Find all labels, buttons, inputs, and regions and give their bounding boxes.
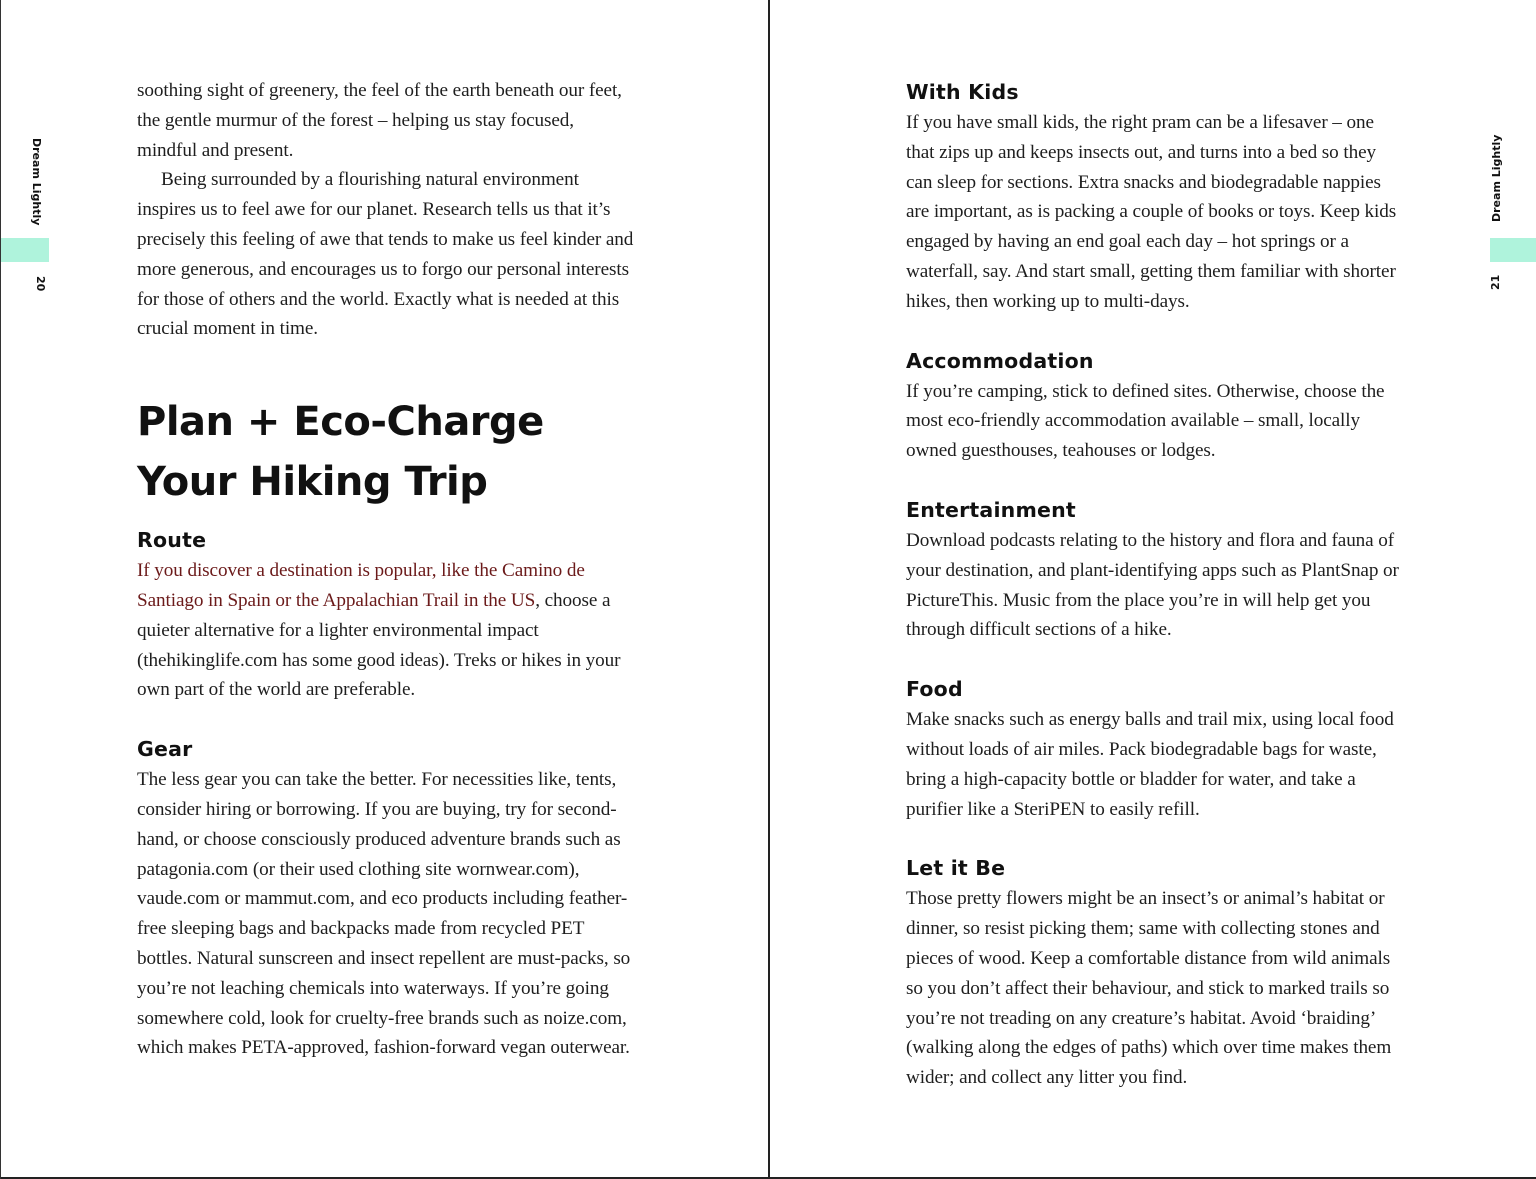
page-tab-marker <box>1 238 49 262</box>
page-number: 21 <box>1489 274 1502 290</box>
section-body: Make snacks such as energy balls and trail mix, using local food without loads of air miles. Pack biodegradable bags for waste, bring a high-capacity bottle or bladder for water, and take a purifier like a SteriPEN to easily refill. <box>906 709 1394 820</box>
right-column <box>906 78 1406 1123</box>
page-title <box>137 392 637 512</box>
section-body: Download podcasts relating to the history and flora and fauna of your destination, and plant-identifying apps such as PlantSnap or PictureThis. Music from the place you’re in will help get you through difficult sections of a hike. <box>906 529 1399 641</box>
title-line: Your Hiking Trip <box>137 459 488 506</box>
section-body: Those pretty flowers might be an insect’s or animal’s habitat or dinner, so resist picking them; same with collecting stones and pieces of wood. Keep a comfortable distance from wild animals so you don’t affect their behaviour, and stick to marked trails so you’re not treading on any creature’s habitat. Avoid ‘braiding’ (walking along the edges of paths) which over time makes them wider; and collect any litter you find. <box>906 888 1392 1089</box>
section-entertainment <box>906 496 1406 645</box>
page-number: 20 <box>34 276 47 292</box>
section-body <box>137 556 637 705</box>
highlighted-text: If you discover a destination is popular, like the Camino de Santiago in Spain or the Appalachian Trail in the US <box>137 560 585 611</box>
running-head: Dream Lightly <box>30 138 43 226</box>
section-heading: With Kids <box>906 80 1019 104</box>
section-food <box>906 675 1406 824</box>
section-let-it-be <box>906 854 1406 1093</box>
section-body: If you have small kids, the right pram can be a lifesaver – one that zips up and keeps insects out, and turns into a bed so they can sleep for sections. Extra snacks and biodegradable nappies are important, as is packing a couple of books or toys. Keep kids engaged by having an end goal each day – hot springs or a waterfall, say. And start small, getting them familiar with shorter hikes, then working up to multi-days. <box>906 112 1397 312</box>
section-heading: Food <box>906 677 963 702</box>
page-tab-marker <box>1490 238 1536 262</box>
section-body: If you’re camping, stick to defined sites. Otherwise, choose the most eco-friendly accommodation available – small, locally owned guesthouses, teahouses or lodges. <box>906 380 1385 462</box>
section-body: The less gear you can take the better. For necessities like, tents, consider hiring or borrowing. If you are buying, try for second-hand, or choose consciously produced adventure brands such as patagonia.com (or their used clothing site wornwear.com), vaude.com or mammut.com, and eco products including feather-free sleeping bags and backpacks made from recycled PET bottles. Natural sunscreen and insect repellent are must-packs, so you’re not leaching chemicals into waterways. If you’re going somewhere cold, look for cruelty-free brands such as noize.com, which makes PETA-approved, fashion-forward vegan outerwear. <box>137 769 631 1059</box>
running-head: Dream Lightly <box>1490 134 1503 222</box>
section-accommodation <box>906 347 1406 466</box>
section-heading: Entertainment <box>906 497 1076 522</box>
intro-paragraph: Being surrounded by a flourishing natural environment inspires us to feel awe for our planet. Research tells us that it’s precisely this feeling of awe that tends to make us feel kinder and more generous, and encourages us to forgo our personal interests for those of others and the world. Exactly what is needed at this crucial moment in time. <box>137 169 634 340</box>
section-heading: Let it Be <box>906 856 1006 881</box>
section-route <box>137 526 637 705</box>
section-heading: Route <box>137 528 207 553</box>
left-column <box>137 76 637 1093</box>
section-with-kids <box>906 78 1406 317</box>
title-line: Plan + Eco-Charge <box>137 399 544 446</box>
right-page <box>768 0 1536 1179</box>
section-gear <box>137 735 637 1063</box>
section-heading: Gear <box>137 737 193 762</box>
intro-paragraph: soothing sight of greenery, the feel of the earth beneath our feet, the gentle murmur of the forest – helping us stay focused, mindful and present. <box>137 80 622 161</box>
section-heading: Accommodation <box>906 348 1094 373</box>
body-text: , choose a quieter alternative for a lighter environmental impact (thehikinglife.com has some good ideas). Treks or hikes in your own part of the world are preferable. <box>137 589 621 701</box>
